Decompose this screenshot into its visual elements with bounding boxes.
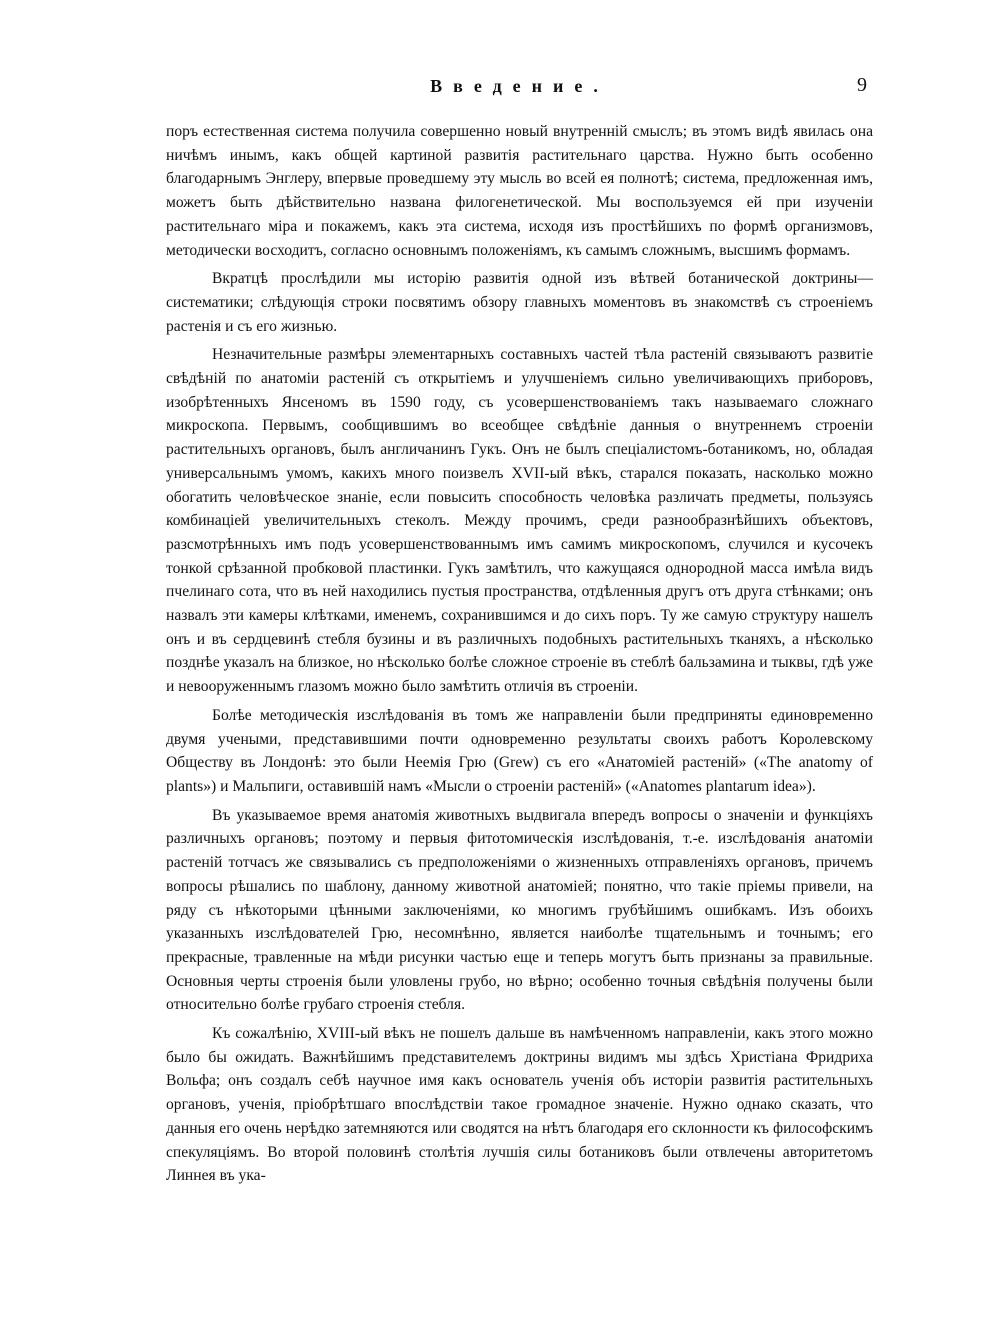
running-head <box>166 74 873 104</box>
body-text <box>166 120 873 1188</box>
paragraph-4: Болѣе методическія изслѣдованія въ томъ же направленіи были предприняты единовременно двумя учеными, представившими почти одновременно результаты своихъ работъ Королевскому Обществу въ Лондонѣ: это были Неемія Грю (Grew) съ его «Анатоміей растеній» («The anatomy of plants») и Мальпиги, оставившій намъ «Мысли о строеніи растеній» («Anatomes plantarum idea»). <box>166 706 873 795</box>
paragraph-1: поръ естественная система получила совершенно новый внутренній смыслъ; въ этомъ видѣ явилась она ничѣмъ инымъ, какъ общей картиной развитія растительнаго царства. Нужно быть особенно благодарнымъ Энглеру, впервые проведшему эту мысль во всей ея полнотѣ; система, предложенная имъ, можетъ быть дѣйствительно названа филогенетической. Мы воспользуемся ей при изученіи растительнаго міра и покажемъ, какъ эта система, исходя изъ простѣйшихъ по формѣ организмовъ, методически восходитъ, согласно основнымъ положеніямъ, къ самымъ сложнымъ, высшимъ формамъ. <box>166 123 873 259</box>
book-page <box>166 74 873 1193</box>
paragraph-6: Къ сожалѣнію, XVIII-ый вѣкъ не пошелъ дальше въ намѣченномъ направленіи, какъ этого можно было бы ожидать. Важнѣйшимъ представителемъ доктрины видимъ мы здѣсь Христіана Фридриха Вольфа; онъ создалъ себѣ научное имя какъ основатель ученія объ исторіи развитія растительныхъ органовъ, ученія, пріобрѣтшаго впослѣдствіи такое громадное значеніе. Нужно однако сказать, что данныя его очень нерѣдко затемняются или сводятся на нѣтъ благодаря его склонности къ философскимъ спекуляціямъ. Во второй половинѣ столѣтія лучшія силы ботаниковъ были отвлечены авторитетомъ Линнея въ ука- <box>166 1025 873 1185</box>
chapter-title: Введение. <box>430 76 609 96</box>
page-number: 9 <box>857 74 867 96</box>
paragraph-2: Вкратцѣ прослѣдили мы исторію развитія одной изъ вѣтвей ботанической доктрины— систематики; слѣдующія строки посвятимъ обзору главныхъ моментовъ въ знакомствѣ съ строеніемъ растенія и съ его жизнью. <box>166 270 873 335</box>
paragraph-5: Въ указываемое время анатомія животныхъ выдвигала впередъ вопросы о значеніи и функціяхъ различныхъ органовъ; поэтому и первыя фитотомическія изслѣдованія, т.-е. изслѣдованія анатоміи растеній тотчасъ же связывались съ предположеніями о жизненныхъ отправленіяхъ органовъ, причемъ вопросы рѣшались по шаблону, данному животной анатоміей; понятно, что такіе пріемы привели, на ряду съ нѣкоторыми цѣнными заключеніями, ко многимъ грубѣйшимъ ошибкамъ. Изъ обоихъ указанныхъ изслѣдователей Грю, несомнѣнно, является наиболѣе тщательнымъ и точнымъ; его прекрасные, травленные на мѣди рисунки частью еще и теперь могутъ быть признаны за правильные. Основныя черты строенія были уловлены грубо, но вѣрно; особенно точныя свѣдѣнія получены были относительно болѣе грубаго строенія стебля. <box>166 806 873 1014</box>
paragraph-3: Незначительные размѣры элементарныхъ составныхъ частей тѣла растеній связываютъ развитіе свѣдѣній по анатоміи растеній съ открытіемъ и улучшеніемъ сильно увеличивающихъ приборовъ, изобрѣтенныхъ Янсеномъ въ 1590 году, съ усовершенствованіемъ такъ называемаго сложнаго микроскопа. Первымъ, сообщившимъ во всеобщее свѣдѣніе данныя о внутреннемъ строеніи растительныхъ органовъ, былъ англичанинъ Гукъ. Онъ не былъ спеціалистомъ-ботаникомъ, но, обладая универсальнымъ умомъ, какихъ много поизвелъ XVII-ый вѣкъ, старался показать, насколько можно обогатить человѣческое знаніе, если повысить способность человѣка различать предметы, пользуясь комбинацiей увеличительныхъ стеколъ. Между прочимъ, среди разнообразнѣйшихъ объектовъ, разсмотрѣнныхъ имъ подъ усовершенствованнымъ имъ самимъ микроскопомъ, случился и кусочекъ тонкой срѣзанной пробковой пластинки. Гукъ замѣтилъ, что кажущаяся однородной масса имѣла видъ пчелинаго сота, что въ ней находились пустыя пространства, отдѣленныя другъ отъ друга стѣнками; онъ назвалъ эти камеры клѣтками, именемъ, сохранившимся и до сихъ поръ. Ту же самую структуру нашелъ онъ и въ сердцевинѣ стебля бузины и въ различныхъ подобныхъ растительныхъ тканяхъ, а нѣсколько позднѣе указалъ на близкое, но нѣсколько болѣе сложное строеніе въ стеблѣ бальзамина и тыквы, гдѣ уже и невооруженнымъ глазомъ можно было замѣтить отличія въ строеніи. <box>166 346 873 696</box>
